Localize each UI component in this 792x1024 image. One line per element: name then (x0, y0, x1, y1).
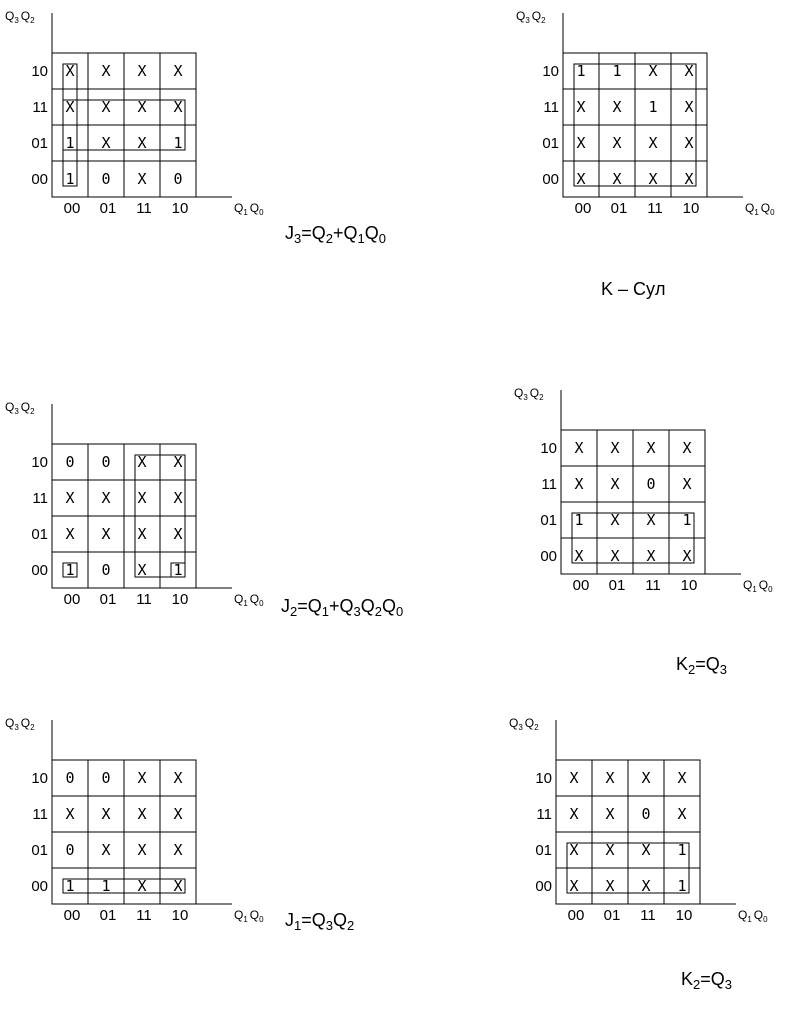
row-label: 11 (541, 476, 557, 493)
row-label: 00 (31, 878, 48, 895)
row-axis-label-part: Q (20, 716, 31, 730)
row-axis-label (5, 9, 35, 25)
row-axis-label-part: Q (5, 9, 15, 23)
cell-value: X (641, 841, 651, 859)
cell-value: X (576, 98, 586, 116)
cell-value: 1 (173, 134, 183, 152)
col-label: 10 (171, 591, 189, 608)
col-label: 11 (136, 907, 152, 924)
cell-value: X (610, 511, 620, 529)
cell-value: X (137, 134, 147, 152)
equation-part: J (281, 596, 290, 616)
equation-part: 0 (396, 604, 404, 619)
cell-value: X (610, 439, 620, 457)
cell-value: X (173, 841, 183, 859)
equation-part: +Q (328, 596, 354, 616)
cell-value: X (682, 475, 692, 493)
row-axis-label-part: 2 (30, 16, 35, 25)
cell-value: X (137, 561, 147, 579)
col-label: 00 (572, 577, 590, 594)
cell-value: X (612, 134, 622, 152)
col-axis-label-part: 0 (259, 208, 264, 217)
col-axis-label-part: Q (234, 201, 244, 215)
row-label: 11 (32, 99, 48, 116)
row-label: 10 (31, 454, 48, 471)
row-axis-label-part: Q (20, 400, 31, 414)
col-axis-label (234, 201, 264, 217)
cell-value: X (612, 170, 622, 188)
row-axis-label-part: Q (5, 400, 15, 414)
col-label: 00 (574, 200, 592, 217)
row-label: 10 (540, 440, 557, 457)
cell-value: X (137, 525, 147, 543)
row-axis-label-part: Q (5, 716, 15, 730)
cell-value: X (137, 489, 147, 507)
row-label: 00 (31, 562, 48, 579)
kmap-k2b (509, 716, 768, 992)
cell-value: X (173, 62, 183, 80)
cell-value: X (574, 547, 584, 565)
row-axis-label-part: 2 (534, 723, 539, 732)
cell-value: 1 (574, 511, 584, 529)
cell-value: X (137, 98, 147, 116)
cell-value: X (137, 805, 147, 823)
cell-value: X (569, 769, 579, 787)
cell-value: 1 (677, 877, 687, 895)
cell-value: X (569, 841, 579, 859)
equation-part: 3 (719, 662, 727, 677)
equation-part: J (285, 223, 294, 243)
col-axis-label (234, 592, 264, 608)
col-label: 11 (136, 200, 152, 217)
equation-part: 3 (294, 231, 302, 246)
col-axis-label (738, 908, 768, 924)
col-axis-label-part: Q (249, 908, 260, 922)
cell-value: 1 (65, 561, 75, 579)
col-axis-label-part: 0 (259, 599, 264, 608)
col-label: 00 (63, 907, 81, 924)
equation-part: =Q (695, 654, 720, 674)
cell-value: X (682, 439, 692, 457)
row-axis-label-part: 3 (525, 16, 530, 25)
kmap-j1 (5, 716, 354, 933)
cell-value: 1 (682, 511, 692, 529)
row-label: 11 (536, 806, 552, 823)
cell-value: X (65, 98, 75, 116)
cell-value: X (101, 62, 111, 80)
col-axis-label-part: Q (745, 201, 755, 215)
equation-j1 (285, 910, 354, 933)
row-axis-label (5, 716, 35, 732)
row-label: 01 (31, 135, 48, 152)
equation-part: 2 (374, 604, 382, 619)
cell-value: X (101, 841, 111, 859)
col-axis-label-part: 0 (763, 915, 768, 924)
cell-value: X (569, 805, 579, 823)
cell-value: 1 (677, 841, 687, 859)
col-label: 00 (63, 591, 81, 608)
cell-value: 0 (101, 170, 111, 188)
cell-value: X (137, 62, 147, 80)
col-label: 01 (608, 577, 626, 594)
row-axis-label-part: 2 (30, 407, 35, 416)
equation-part: Q (332, 910, 347, 930)
row-label: 00 (542, 171, 559, 188)
equation-part: Q (381, 596, 396, 616)
cell-value: X (677, 769, 687, 787)
equation-part: Q (360, 596, 375, 616)
row-label: 00 (31, 171, 48, 188)
equation-part: 2 (693, 977, 701, 992)
cell-value: X (65, 62, 75, 80)
cell-value: X (65, 489, 75, 507)
cell-value: X (610, 547, 620, 565)
cell-value: X (137, 877, 147, 895)
cell-value: X (65, 805, 75, 823)
equation-part: K – Cyл (601, 279, 666, 299)
row-label: 00 (540, 548, 557, 565)
equation-k2a (676, 654, 727, 677)
equation-part: 2 (347, 918, 355, 933)
equation-part: 1 (357, 231, 365, 246)
col-label: 10 (680, 577, 698, 594)
col-axis-label-part: Q (249, 201, 260, 215)
col-axis-label (745, 201, 775, 217)
row-axis-label-part: 3 (14, 723, 19, 732)
row-label: 11 (32, 490, 48, 507)
col-label: 01 (603, 907, 621, 924)
cell-value: 0 (65, 841, 75, 859)
cell-value: 1 (65, 877, 75, 895)
cell-value: X (101, 98, 111, 116)
col-axis-label (743, 578, 773, 594)
cell-value: X (684, 62, 694, 80)
row-axis-label-part: Q (20, 9, 31, 23)
cell-value: X (684, 98, 694, 116)
cell-value: X (137, 841, 147, 859)
row-axis-label (5, 400, 35, 416)
cell-value: X (101, 134, 111, 152)
cell-value: X (646, 547, 656, 565)
row-axis-label-part: Q (516, 9, 526, 23)
equation-part: 3 (724, 977, 732, 992)
equation-part: 2 (290, 604, 298, 619)
cell-value: X (173, 877, 183, 895)
cell-value: X (605, 805, 615, 823)
cell-value: X (605, 841, 615, 859)
col-axis-label-part: Q (760, 201, 771, 215)
cell-value: X (137, 769, 147, 787)
col-label: 11 (647, 200, 663, 217)
col-label: 00 (567, 907, 585, 924)
col-axis-label-part: 1 (243, 915, 248, 924)
row-label: 01 (542, 135, 559, 152)
cell-value: X (173, 805, 183, 823)
equation-part: J (285, 910, 294, 930)
cell-value: 0 (173, 170, 183, 188)
row-axis-label-part: 3 (14, 407, 19, 416)
col-label: 01 (99, 200, 117, 217)
cell-value: X (173, 453, 183, 471)
cell-value: X (574, 439, 584, 457)
row-axis-label-part: Q (529, 386, 540, 400)
equation-part: Q (364, 223, 379, 243)
row-label: 10 (535, 770, 552, 787)
cell-value: X (569, 877, 579, 895)
col-label: 10 (675, 907, 693, 924)
row-axis-label-part: 2 (30, 723, 35, 732)
equation-j3 (285, 223, 386, 246)
equation-part: K (681, 969, 694, 989)
cell-value: X (648, 170, 658, 188)
col-label: 10 (171, 200, 189, 217)
col-axis-label-part: 1 (752, 585, 757, 594)
cell-value: 0 (65, 453, 75, 471)
col-label: 00 (63, 200, 81, 217)
row-axis-label (514, 386, 544, 402)
cell-value: 0 (101, 561, 111, 579)
cell-value: 1 (648, 98, 658, 116)
row-axis-label-part: Q (509, 716, 519, 730)
cell-value: X (101, 525, 111, 543)
equation-part: K (676, 654, 689, 674)
cell-value: X (684, 170, 694, 188)
col-axis-label-part: 0 (259, 915, 264, 924)
equation-part: 3 (325, 918, 333, 933)
equation-part: 3 (353, 604, 361, 619)
cell-value: X (173, 769, 183, 787)
cell-value: X (574, 475, 584, 493)
equation-k2b (681, 969, 732, 992)
row-axis-label-part: 2 (539, 393, 544, 402)
col-label: 01 (99, 907, 117, 924)
col-axis-label-part: 0 (770, 208, 775, 217)
cell-value: X (605, 769, 615, 787)
col-label: 10 (171, 907, 189, 924)
row-axis-label (516, 9, 546, 25)
equation-part: 1 (294, 918, 302, 933)
row-label: 01 (31, 526, 48, 543)
row-label: 11 (32, 806, 48, 823)
cell-value: 1 (65, 134, 75, 152)
cell-value: 1 (173, 561, 183, 579)
cell-value: 1 (65, 170, 75, 188)
cell-value: X (677, 805, 687, 823)
row-label: 01 (31, 842, 48, 859)
cell-value: X (684, 134, 694, 152)
cell-value: X (101, 805, 111, 823)
cell-value: X (576, 170, 586, 188)
cell-value: X (648, 134, 658, 152)
row-axis-label-part: 3 (518, 723, 523, 732)
row-axis-label (509, 716, 539, 732)
cell-value: 1 (612, 62, 622, 80)
col-label: 11 (645, 577, 661, 594)
row-label: 01 (540, 512, 557, 529)
row-axis-label-part: 3 (523, 393, 528, 402)
col-axis-label-part: Q (234, 592, 244, 606)
cell-value: 0 (641, 805, 651, 823)
row-axis-label-part: Q (531, 9, 542, 23)
row-label: 10 (31, 63, 48, 80)
equation-j2 (281, 596, 403, 619)
cell-value: X (610, 475, 620, 493)
cell-value: X (648, 62, 658, 80)
col-axis-label-part: Q (249, 592, 260, 606)
cell-value: X (101, 489, 111, 507)
equation-part: =Q (700, 969, 725, 989)
col-axis-label-part: 1 (243, 208, 248, 217)
cell-value: 0 (646, 475, 656, 493)
col-label: 01 (99, 591, 117, 608)
row-axis-label-part: Q (514, 386, 524, 400)
cell-value: X (137, 170, 147, 188)
col-axis-label-part: Q (234, 908, 244, 922)
row-axis-label-part: Q (524, 716, 535, 730)
col-label: 11 (640, 907, 656, 924)
row-label: 10 (31, 770, 48, 787)
equation-part: =Q (301, 910, 326, 930)
cell-value: X (173, 98, 183, 116)
row-axis-label-part: 2 (541, 16, 546, 25)
equation-part: =Q (301, 223, 326, 243)
kmap-j3 (5, 9, 386, 246)
row-label: 10 (542, 63, 559, 80)
cell-value: X (173, 525, 183, 543)
cell-value: 1 (101, 877, 111, 895)
equation-k3 (601, 279, 666, 299)
col-axis-label-part: 1 (243, 599, 248, 608)
equation-part: 2 (688, 662, 696, 677)
col-axis-label-part: Q (743, 578, 753, 592)
cell-value: X (646, 439, 656, 457)
cell-value: X (605, 877, 615, 895)
cell-value: X (65, 525, 75, 543)
col-label: 11 (136, 591, 152, 608)
cell-value: X (173, 489, 183, 507)
kmap-j2 (5, 400, 403, 619)
cell-value: X (641, 769, 651, 787)
row-label: 00 (535, 878, 552, 895)
cell-value: X (646, 511, 656, 529)
cell-value: X (612, 98, 622, 116)
equation-part: 0 (378, 231, 386, 246)
equation-part: =Q (297, 596, 322, 616)
cell-value: X (641, 877, 651, 895)
col-axis-label-part: Q (738, 908, 748, 922)
col-axis-label (234, 908, 264, 924)
cell-value: 0 (65, 769, 75, 787)
col-axis-label-part: Q (753, 908, 764, 922)
col-axis-label-part: 1 (747, 915, 752, 924)
cell-value: X (682, 547, 692, 565)
equation-part: 1 (321, 604, 329, 619)
col-axis-label-part: 0 (768, 585, 773, 594)
row-label: 01 (535, 842, 552, 859)
col-label: 01 (610, 200, 628, 217)
row-axis-label-part: 3 (14, 16, 19, 25)
kmap-k2a (514, 386, 773, 677)
equation-part: +Q (332, 223, 358, 243)
row-label: 11 (543, 99, 559, 116)
col-label: 10 (682, 200, 700, 217)
col-axis-label-part: Q (758, 578, 769, 592)
cell-value: 1 (576, 62, 586, 80)
cell-value: 0 (101, 769, 111, 787)
cell-value: X (137, 453, 147, 471)
kmap-k3 (516, 9, 775, 299)
cell-value: X (576, 134, 586, 152)
col-axis-label-part: 1 (754, 208, 759, 217)
equation-part: 2 (325, 231, 333, 246)
cell-value: 0 (101, 453, 111, 471)
